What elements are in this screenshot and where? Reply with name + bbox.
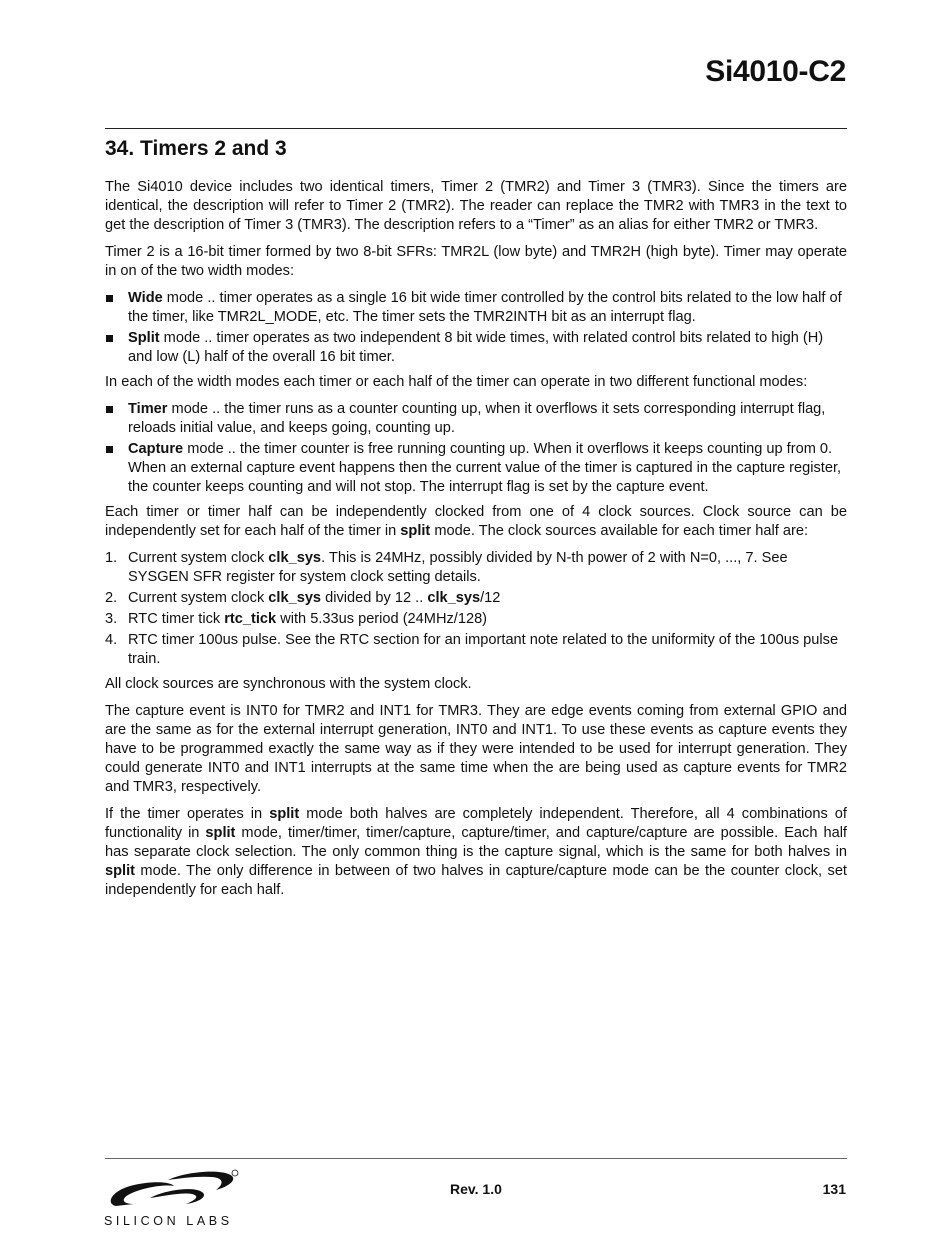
text-run: mode, timer/timer, timer/capture, capture/timer, and capture/capture are possible. Each half has separate clock selection. The only common thing is the capture signal, which is the same for both halves in	[105, 825, 847, 860]
text-run: mode. The clock sources available for each timer half are:	[430, 523, 809, 539]
list-item	[105, 610, 847, 629]
bold-term: rtc_tick	[224, 611, 277, 627]
list-item-text: mode .. the timer counter is free running counting up. When it overflows it keeps counting up from 0. When an external capture event happens then the current value of the timer is captured in the capture register, the counter keeps counting and will not stop. The interrupt flag is set by the capture event.	[128, 441, 842, 495]
text-run: mode both halves are completely independent. Therefore, all 4 combinations of functionality in	[105, 806, 847, 841]
list-number: 1.	[105, 550, 118, 566]
list-item-term: Capture	[128, 441, 184, 457]
bold-term: split	[400, 523, 431, 539]
page-content	[105, 136, 847, 908]
text-run: /12	[480, 590, 501, 606]
text-run: divided by 12 ..	[321, 590, 428, 606]
list-item-term: Timer	[128, 401, 168, 417]
text-run: If the timer operates in	[105, 806, 270, 822]
footer-rule	[105, 1158, 847, 1159]
text-run: Current system clock	[128, 550, 269, 566]
bullet-square-icon	[106, 406, 113, 413]
bullet-square-icon	[106, 295, 113, 302]
paragraph-split-mode	[105, 805, 847, 900]
list-number: 2.	[105, 590, 118, 606]
paragraph-sync: All clock sources are synchronous with the system clock.	[105, 676, 472, 692]
text-run: RTC timer tick	[128, 611, 225, 627]
bullet-square-icon	[106, 446, 113, 453]
list-item	[105, 289, 847, 327]
paragraph-width-modes: Timer 2 is a 16-bit timer formed by two 8-bit SFRs: TMR2L (low byte) and TMR2H (high byte). Timer may operate in on of the two width modes:	[105, 244, 847, 279]
list-item-text: mode .. timer operates as a single 16 bit wide timer controlled by the control bits related to the low half of the timer, like TMR2L_MODE, etc. The timer sets the TMR2INTH bit as an interrupt flag.	[128, 290, 842, 325]
bold-term: clk_sys	[268, 550, 322, 566]
clock-sources-list	[105, 549, 847, 669]
bold-term: split	[205, 825, 236, 841]
bold-term: clk_sys	[427, 590, 481, 606]
paragraph-intro: The Si4010 device includes two identical timers, Timer 2 (TMR2) and Timer 3 (TMR3). Since the timers are identical, the description will refer to Timer 2 (TMR2). The reader can replace the TMR2 with TMR3 in the text to get the description of Timer 3 (TMR3). The description refers to a “Timer” as an alias for either TMR2 or TMR3.	[105, 179, 847, 233]
paragraph-functional-modes: In each of the width modes each timer or each half of the timer can operate in two different functional modes:	[105, 374, 808, 390]
bullet-square-icon	[106, 335, 113, 342]
list-item	[105, 631, 847, 669]
text-run: Each timer or timer half can be independently clocked from one of 4 clock sources. Clock source can be independently set for each half of the timer in	[105, 504, 847, 539]
list-number: 3.	[105, 611, 118, 627]
paragraph-clock-sources	[105, 503, 847, 541]
silicon-labs-logo-icon	[104, 1168, 244, 1214]
bold-term: clk_sys	[268, 590, 322, 606]
width-modes-list	[105, 289, 847, 367]
text-run: Current system clock	[128, 590, 269, 606]
list-item	[105, 589, 847, 608]
list-number: 4.	[105, 632, 118, 648]
bold-term: split	[269, 806, 300, 822]
list-item	[105, 549, 847, 587]
text-run: mode. The only difference in between of two halves in capture/capture mode can be the counter clock, set independently for each half.	[105, 863, 847, 898]
bold-term: split	[105, 863, 135, 879]
paragraph-capture-event: The capture event is INT0 for TMR2 and INT1 for TMR3. They are edge events coming from external GPIO and are the same as for the external interrupt generation, INT0 and INT1. To use these events as capture events they have to be programmed exactly the same way as if they were intended to be used for interrupt generation. They could generate INT0 and INT1 interrupts at the same time when the are being used as capture events for TMR2 and TMR3, respectively.	[105, 703, 847, 795]
text-run: . This is 24MHz, possibly divided by N-th power of 2 with N=0, ..., 7. See SYSGEN SFR register for system clock setting details.	[128, 550, 788, 585]
text-run: with 5.33us period (24MHz/128)	[276, 611, 488, 627]
section-heading: 34. Timers 2 and 3	[105, 137, 287, 160]
list-item	[105, 400, 847, 438]
list-item-text: mode .. timer operates as two independent 8 bit wide times, with related control bits related to high (H) and low (L) half of the overall 16 bit timer.	[128, 330, 824, 365]
header-rule	[105, 128, 847, 129]
list-item-term: Wide	[128, 290, 163, 306]
page-number: 131	[822, 1181, 846, 1197]
list-item-text: mode .. the timer runs as a counter counting up, when it overflows it sets corresponding interrupt flag, reloads initial value, and keeps going, counting up.	[128, 401, 826, 436]
silicon-labs-logo	[104, 1168, 244, 1234]
list-item	[105, 440, 847, 497]
document-title: Si4010-C2	[705, 55, 846, 88]
list-item	[105, 329, 847, 367]
functional-modes-list	[105, 400, 847, 497]
logo-wordmark: SILICON LABS	[104, 1214, 233, 1228]
text-run: RTC timer 100us pulse. See the RTC section for an important note related to the uniformity of the 100us pulse train.	[128, 632, 839, 667]
list-item-term: Split	[128, 330, 160, 346]
revision-label: Rev. 1.0	[450, 1181, 502, 1197]
